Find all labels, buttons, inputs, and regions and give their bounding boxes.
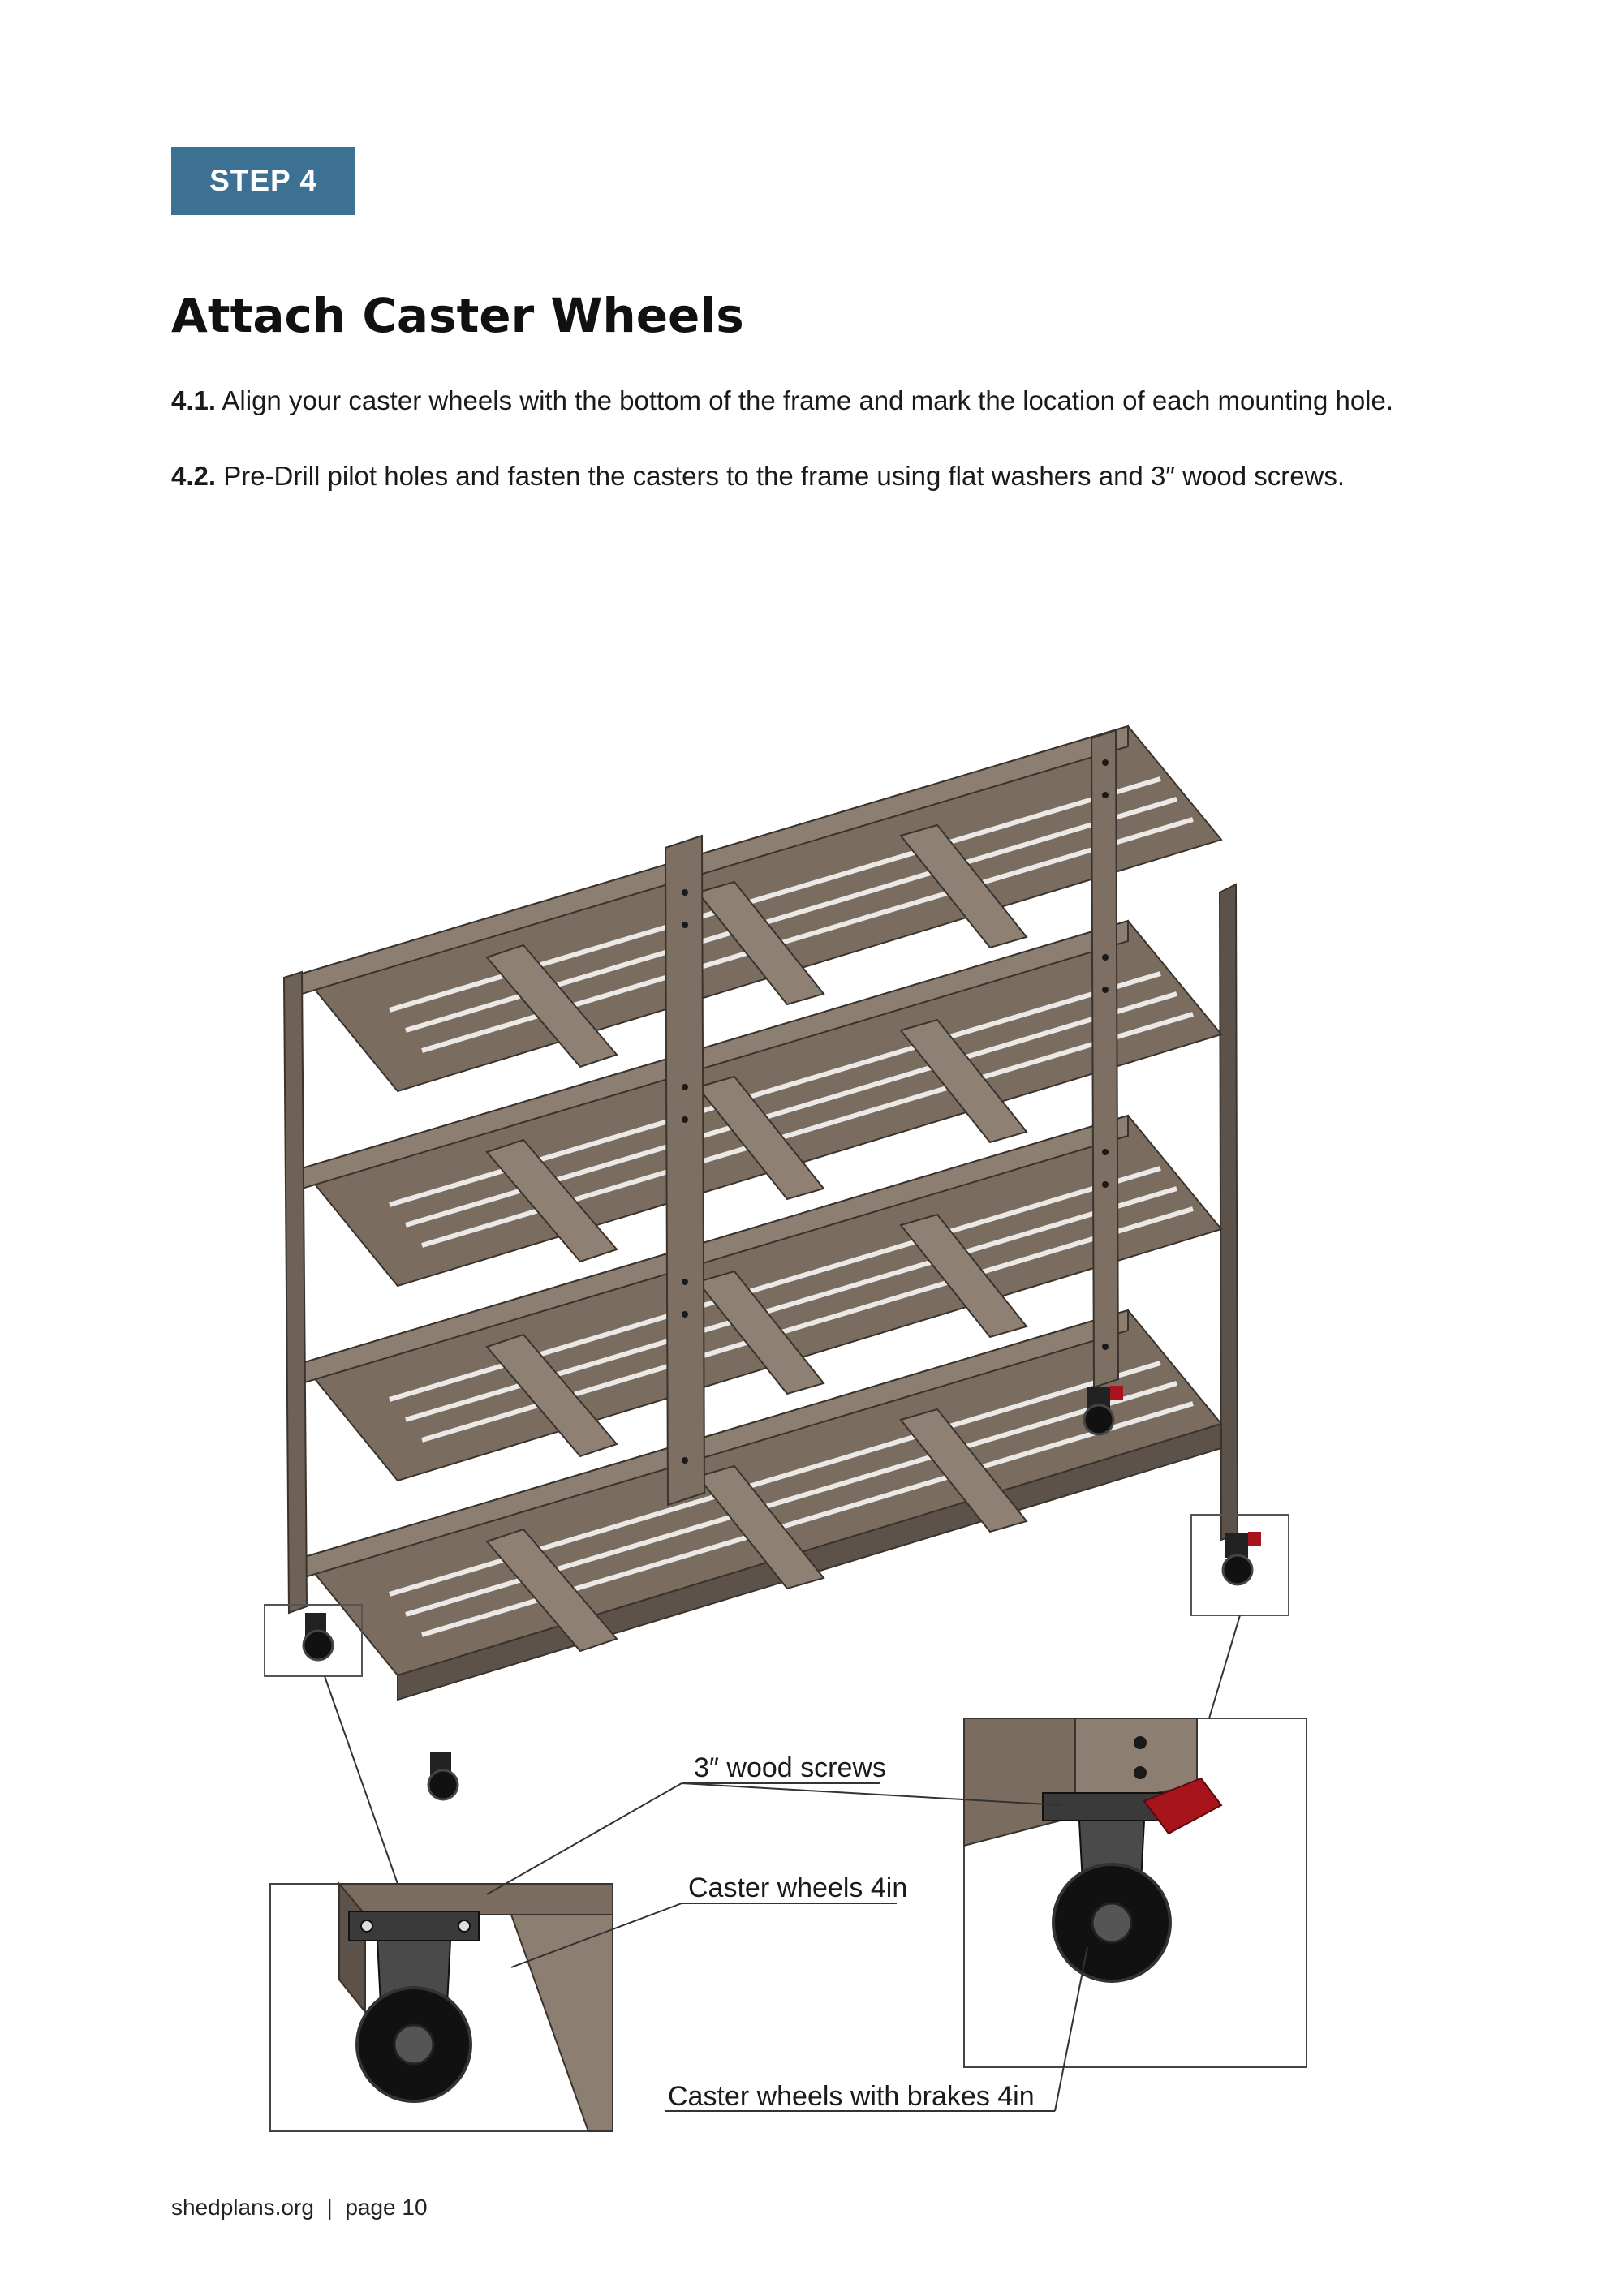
callout-caster-wheels: Caster wheels 4in <box>688 1872 908 1903</box>
instruction-4-2 <box>171 461 1345 492</box>
detail-caster <box>270 1884 613 2131</box>
instruction-number: 4.1. <box>171 385 217 415</box>
front-left-post <box>284 972 307 1613</box>
callout-caster-wheels-brakes: Caster wheels with brakes 4in <box>668 2081 1035 2112</box>
instruction-number: 4.2. <box>171 461 217 491</box>
instruction-text: Pre-Drill pilot holes and fasten the casters to the frame using flat washers and 3″ wood screws. <box>223 461 1345 491</box>
step-badge: STEP 4 <box>171 147 355 215</box>
footer-site: shedplans.org <box>171 2195 314 2220</box>
front-right-post <box>1091 730 1118 1387</box>
detail-caster-brake <box>964 1718 1307 2067</box>
instruction-4-1 <box>171 385 1393 416</box>
front-middle-post <box>665 836 704 1505</box>
footer-page-number: page 10 <box>345 2195 428 2220</box>
page-title: Attach Caster Wheels <box>171 288 744 343</box>
footer-separator: | <box>326 2195 333 2220</box>
caster-back-left-icon <box>428 1752 458 1799</box>
shelving-unit-figure <box>243 714 1331 2142</box>
assembly-illustration <box>243 714 1331 2142</box>
page-footer <box>171 2195 428 2221</box>
caster-brake-right-icon <box>1223 1532 1261 1584</box>
callout-wood-screws: 3″ wood screws <box>694 1752 886 1783</box>
instruction-text: Align your caster wheels with the bottom of the frame and mark the location of each mounting hole. <box>222 385 1394 415</box>
caster-front-left-icon <box>304 1613 333 1660</box>
rear-right-post <box>1220 884 1238 1540</box>
